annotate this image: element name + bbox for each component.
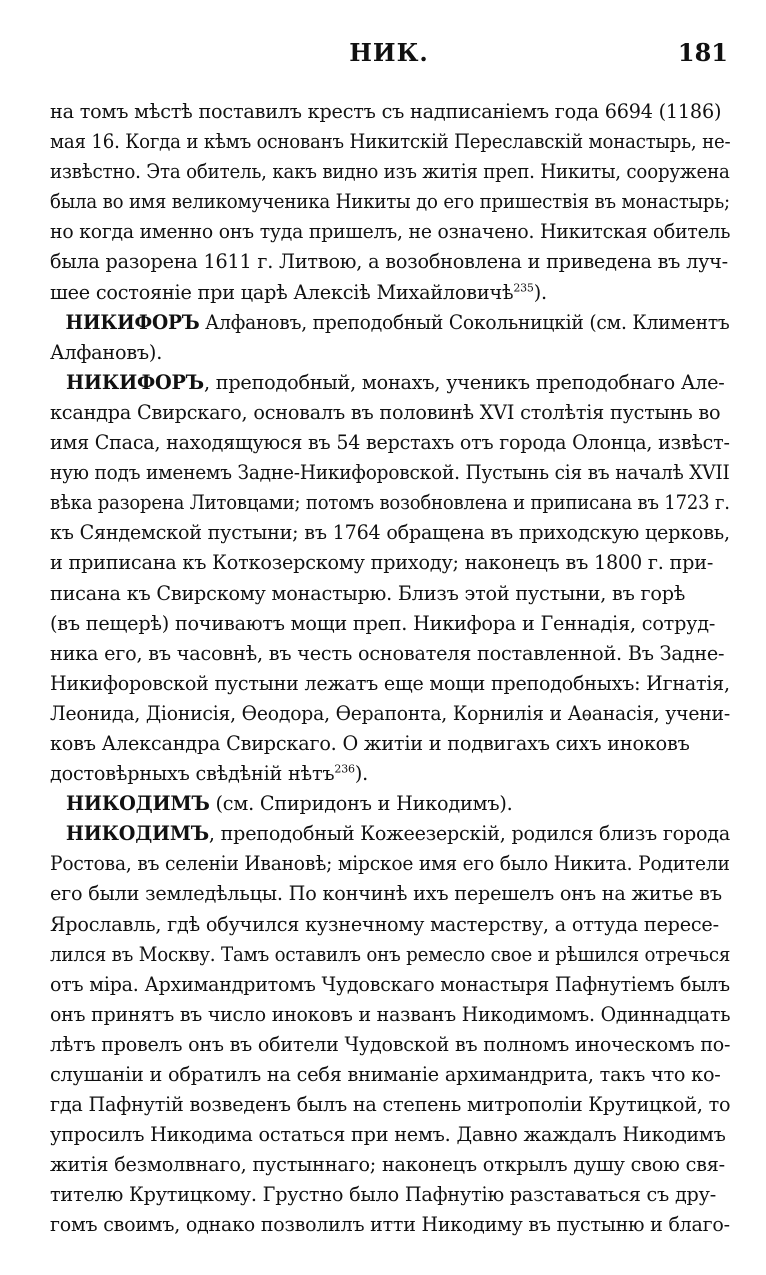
line-text: тителю Крутицкому. Грустно было Пафнутію разставаться съ дру-: [50, 1183, 717, 1207]
line-text: Ярославль, гдѣ обучился кузнечному мастерству, а оттуда пересе-: [50, 912, 719, 936]
text-line: [50, 940, 731, 970]
text-line: [50, 458, 730, 488]
line-text: гда Пафнутій возведенъ былъ на степень митрополіи Крутицкой, то: [50, 1093, 731, 1117]
line-text: лился въ Москву. Тамъ оставилъ онъ ремесло свое и рѣшился отречься: [50, 942, 731, 966]
line-text: Леонида, Діонисія, Ѳеодора, Ѳерапонта, Корнилія и Аѳанасія, учени-: [50, 701, 730, 725]
line-text: (въ пещерѣ) почиваютъ мощи преп. Никифора и Геннадія, сотруд-: [50, 611, 716, 635]
entry-line: [50, 819, 731, 849]
line-text: писана къ Свирскому монастырю. Близъ этой пустыни, въ горѣ: [50, 581, 686, 605]
text-line: [50, 759, 730, 789]
text-line: [50, 970, 730, 1000]
entry-line: [50, 368, 730, 398]
entry-headword: НИКОДИМЪ: [66, 792, 210, 816]
line-text: упросилъ Никодима остаться при немъ. Давно жаждалъ Никодимъ: [50, 1123, 726, 1147]
text-line: [50, 247, 730, 277]
text-line: [50, 910, 730, 940]
text-line: [50, 127, 731, 157]
entry-line: [50, 789, 730, 819]
entry-line: [50, 308, 730, 338]
footnote-marker: 236: [334, 762, 355, 776]
text-line: [50, 699, 730, 729]
line-text: отъ міра. Архимандритомъ Чудовскаго монастыря Пафнутіемъ былъ: [50, 972, 730, 996]
line-text: къ Сяндемской пустыни; въ 1764 обращена въ приходскую церковь,: [50, 521, 730, 545]
text-line: [50, 729, 730, 759]
line-text: шее состояніе при царѣ Алексіѣ Михайловичѣ: [50, 280, 514, 304]
entry-headword: НИКИФОРЪ: [65, 310, 200, 334]
line-text: онъ принятъ въ число иноковъ и названъ Никодимомъ. Одиннадцать: [50, 1002, 731, 1026]
line-text: слушаніи и обратилъ на себя вниманіе архимандрита, такъ что ко-: [50, 1063, 721, 1086]
text-line: [50, 879, 730, 909]
line-text: была во имя великомученика Никиты до его пришествія въ монастырь;: [50, 190, 731, 214]
text-line: [50, 338, 730, 368]
entry-headword: НИКИФОРЪ: [66, 370, 204, 394]
text-line: [50, 1180, 730, 1210]
text-line: [50, 849, 730, 879]
text-line: [50, 1210, 730, 1240]
line-text-tail: ).: [533, 280, 547, 304]
line-text: Алфановъ, преподобный Сокольницкій (см. Климентъ: [199, 310, 730, 334]
text-line: [50, 217, 731, 247]
footnote-marker: 235: [513, 281, 534, 295]
running-head-title: НИК.: [349, 38, 429, 67]
line-text: , преподобный, монахъ, ученикъ преподобнаго Але-: [203, 370, 725, 394]
line-text: его были земледѣльцы. По кончинѣ ихъ перешелъ онъ на житье въ: [50, 882, 722, 906]
text-line: [50, 639, 730, 669]
line-text: мая 16. Когда и кѣмъ основанъ Никитскій Переславскій монастырь, не-: [50, 130, 731, 154]
line-text: Алфановъ).: [50, 340, 163, 364]
line-text: , преподобный Кожеезерскій, родился близъ города: [208, 822, 731, 846]
line-text: ковъ Александра Свирскаго. О житіи и подвигахъ сихъ иноковъ: [50, 731, 690, 755]
text-line: [50, 97, 730, 127]
line-text: и приписана къ Коткозерскому приходу; наконецъ въ 1800 г. при-: [50, 551, 714, 575]
text-line: [50, 278, 730, 308]
text-line: [50, 518, 730, 548]
text-line: [50, 428, 730, 458]
text-line: [50, 1090, 729, 1120]
text-line: [50, 1030, 731, 1060]
line-text: ника его, въ часовнѣ, въ честь основателя поставленной. Въ Задне-: [50, 641, 725, 665]
line-text: извѣстно. Эта обитель, какъ видно изъ житія преп. Никиты, сооружена: [50, 160, 730, 184]
entry-headword: НИКОДИМЪ: [65, 822, 209, 846]
text-line: [50, 1150, 730, 1180]
line-text: вѣка разорена Литовцами; потомъ возобновлена и приписана въ 1723 г.: [50, 491, 730, 515]
line-text: Ростова, въ селеніи Ивановѣ; мірское имя его было Никита. Родители: [50, 852, 730, 876]
text-line: [50, 1060, 730, 1090]
text-line: [50, 579, 730, 609]
running-head: [44, 38, 734, 78]
text-line: [50, 1120, 730, 1150]
line-text: ксандра Свирскаго, основалъ въ половинѣ XVI столѣтія пустынь во: [50, 400, 721, 424]
text-line: [50, 1000, 731, 1030]
line-text: была разорена 1611 г. Литвою, а возобновлена и приведена въ луч-: [50, 250, 728, 274]
line-text: ную подъ именемъ Задне-Никифоровской. Пустынь сія въ началѣ XVII: [50, 461, 730, 485]
text-line: [50, 548, 730, 578]
text-line: [50, 669, 730, 699]
line-text: но когда именно онъ туда пришелъ, не означено. Никитская обитель: [50, 220, 731, 244]
body-text: [50, 97, 730, 1241]
line-text: гомъ своимъ, однако позволилъ итти Никодиму въ пустыню и благо-: [50, 1213, 730, 1237]
line-text: (см. Спиридонъ и Никодимъ).: [209, 792, 513, 816]
line-text: житія безмолвнаго, пустыннаго; наконецъ открылъ душу свою свя-: [50, 1153, 725, 1177]
text-line: [50, 157, 730, 187]
text-line: [50, 187, 731, 217]
line-text: достовѣрныхъ свѣдѣній нѣтъ: [50, 762, 335, 786]
line-text: Никифоровской пустыни лежатъ еще мощи преподобныхъ: Игнатія,: [50, 671, 730, 695]
line-text: лѣтъ провелъ онъ въ обители Чудовской въ полномъ иноческомъ по-: [50, 1032, 731, 1056]
line-text: имя Спаса, находящуюся въ 54 верстахъ отъ города Олонца, извѣст-: [50, 431, 730, 455]
text-line: [50, 398, 730, 428]
line-text: на томъ мѣстѣ поставилъ крестъ съ надписаніемъ года 6694 (1186): [50, 100, 722, 123]
text-line: [50, 609, 730, 639]
page-number: 181: [677, 38, 728, 67]
text-line: [50, 488, 730, 518]
line-text-tail: ).: [354, 762, 369, 786]
